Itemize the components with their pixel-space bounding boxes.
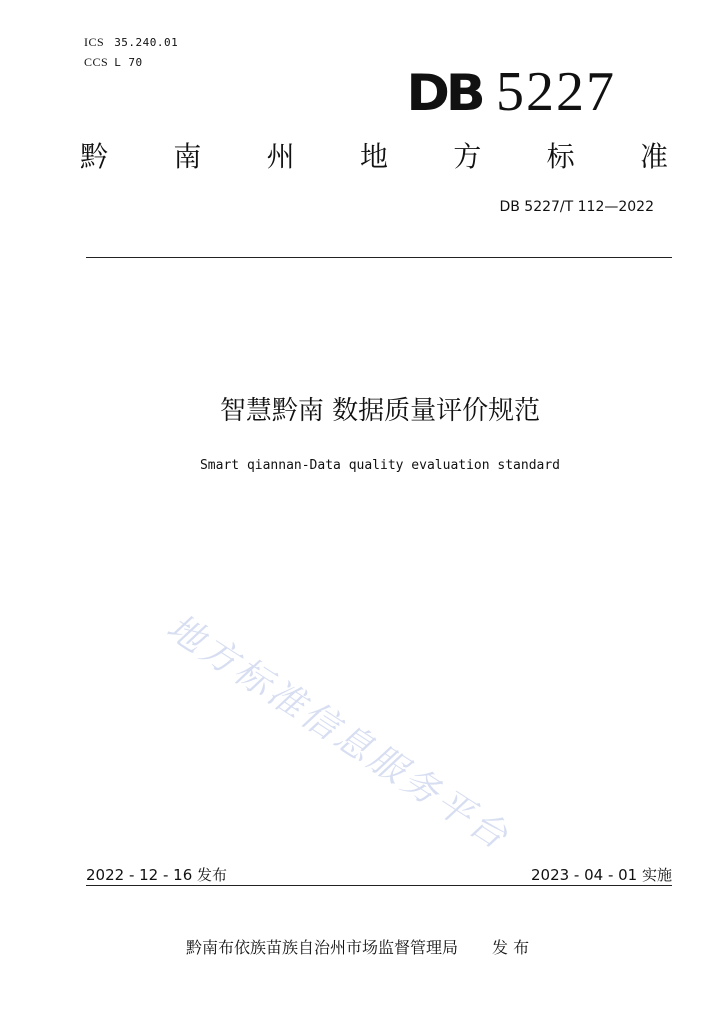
publisher-action: 发 布 [492,938,530,957]
top-divider [86,257,672,258]
document-title-chinese: 智慧黔南 数据质量评价规范 [219,396,541,426]
db-mark [406,61,616,123]
standard-level-char: 州 [266,140,295,173]
ccs-classification [84,55,143,70]
standard-number: DB 5227/T 112—2022 [499,199,654,215]
ics-label: ICS [84,35,105,49]
ics-classification [84,35,178,50]
ics-code: 35.240.01 [114,36,179,49]
ccs-code: L 70 [114,56,143,69]
standard-level-char: 南 [173,140,202,173]
publisher-line [186,935,529,958]
db-mark-prefix: DB [406,64,482,122]
document-title-english: Smart qiannan-Data quality evaluation standard [199,458,561,473]
standard-level-char: 地 [359,140,388,173]
standard-level-char: 方 [453,140,482,173]
standard-level-char: 黔 [80,140,109,173]
db-mark-number: 5227 [496,61,616,123]
publisher-name: 黔南布依族苗族自治州市场监督管理局 [186,938,459,957]
standard-level-heading [80,140,668,174]
issue-date: 2022 - 12 - 16 发布 [86,866,228,884]
implementation-date: 2023 - 04 - 01 实施 [530,866,672,884]
ccs-label: CCS [84,55,109,69]
standard-level-char: 准 [639,140,668,173]
watermark: 地方标准信息服务平台 [159,606,518,859]
standard-level-char: 标 [546,140,575,173]
bottom-divider [86,885,672,886]
